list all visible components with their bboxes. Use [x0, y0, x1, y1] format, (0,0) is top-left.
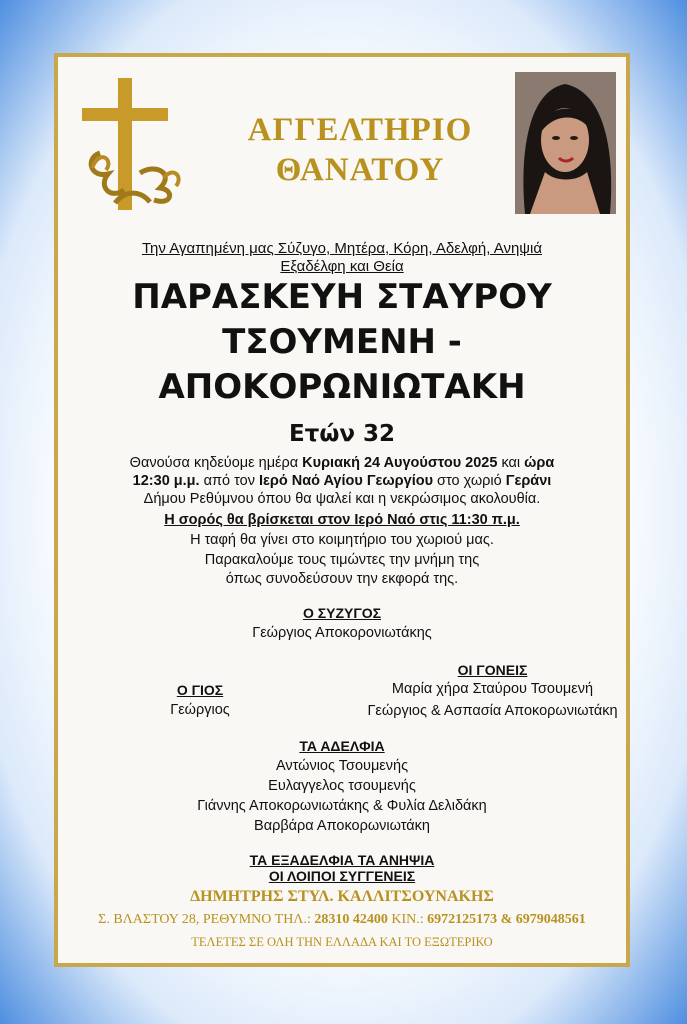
- sibling-4: Βαρβάρα Αποκορωνιωτάκη: [254, 818, 430, 834]
- announcement-line-4: Η σορός θα βρίσκεται στον Ιερό Ναό στις 11:30 π.μ.: [164, 512, 520, 528]
- announcement-line-5: Η ταφή θα γίνει στο κοιμητήριο του χωριού μας.: [190, 532, 494, 548]
- sibling-3: Γιάννης Αποκορωνιωτάκης & Φυλία Δελιδάκη: [197, 798, 487, 814]
- sibling-1: Αντώνιος Τσουμενής: [275, 758, 409, 774]
- deceased-name-3: ΑΠΟΚΟΡΩΝΙΩΤΑΚΗ: [158, 367, 526, 407]
- son-name: Γεώργιος: [170, 702, 230, 718]
- son-heading: Ο ΓΙΟΣ: [176, 682, 224, 698]
- funeral-home-contact: Σ. ΒΛΑΣΤΟΥ 28, ΡΕΘΥΜΝΟ ΤΗΛ.: 28310 42400 ΚΙΝ.: 6972125173 & 6979048561: [98, 912, 586, 927]
- cross-icon: [80, 78, 190, 218]
- son-block: [140, 682, 260, 719]
- spouse-name: Γεώργιος Αποκορονιωτάκης: [252, 625, 432, 641]
- sibling-2: Ευλαγγελος τσουμενής: [268, 778, 416, 794]
- relatives-heading: ΟΙ ΛΟΙΠΟΙ ΣΥΓΓΕΝΕΙΣ: [268, 868, 416, 884]
- deceased-name-2: ΤΣΟΥΜΕΝΗ -: [222, 322, 462, 362]
- announcement-line-3: Δήμου Ρεθύμνου όπου θα ψαλεί και η νεκρώσιμος ακολουθία.: [143, 491, 541, 507]
- announcement-line-1: Θανούσα κηδεύομε ημέρα Κυριακή 24 Αυγούστου 2025 και ώρα: [129, 455, 555, 471]
- announcement-line-2: 12:30 μ.μ. από τον Ιερό Ναό Αγίου Γεωργίου στο χωριό Γεράνι: [132, 473, 552, 489]
- parent-1: Μαρία χήρα Σταύρου Τσουμενή: [391, 681, 594, 697]
- funeral-home-tagline: ΤΕΛΕΤΕΣ ΣΕ ΟΛΗ ΤΗΝ ΕΛΛΑΔΑ ΚΑΙ ΤΟ ΕΞΩΤΕΡΙΚΟ: [191, 935, 493, 949]
- parent-2: Γεώργιος & Ασπασία Αποκορωνιωτάκη: [367, 703, 618, 719]
- funeral-home-name: ΔΗΜΗΤΡΗΣ ΣΤΥΛ. ΚΑΛΛΙΤΣΟΥΝΑΚΗΣ: [190, 888, 494, 905]
- title-line-2: ΘΑΝΑΤΟΥ: [275, 152, 445, 188]
- spouse-heading: Ο ΣΥΖΥΓΟΣ: [302, 605, 382, 621]
- notice-title: [215, 110, 505, 190]
- parents-block: [360, 662, 625, 720]
- siblings-heading: ΤΑ ΑΔΕΛΦΙΑ: [299, 738, 385, 754]
- relation-line-2: Εξαδέλφη και Θεία: [280, 258, 404, 275]
- deceased-photo: [515, 72, 616, 214]
- cousins-heading: ΤΑ ΕΞΑΔΕΛΦΙΑ ΤΑ ΑΝΗΨΙΑ: [249, 852, 435, 868]
- deceased-name-1: ΠΑΡΑΣΚΕΥΗ ΣΤΑΥΡΟΥ: [132, 277, 552, 317]
- title-line-1: ΑΓΓΕΛΤΗΡΙΟ: [247, 112, 473, 148]
- announcement-line-6: Παρακαλούμε τους τιμώντες την μνήμη της: [204, 552, 480, 568]
- parents-heading: ΟΙ ΓΟΝΕΙΣ: [457, 662, 528, 678]
- announcement-line-7: όπως συνοδεύσουν την εκφορά της.: [225, 571, 459, 587]
- deceased-age: Ετών 32: [288, 421, 396, 447]
- relation-line-1: Την Αγαπημένη μας Σύζυγο, Μητέρα, Κόρη, Αδελφή, Ανηψιά: [141, 240, 543, 257]
